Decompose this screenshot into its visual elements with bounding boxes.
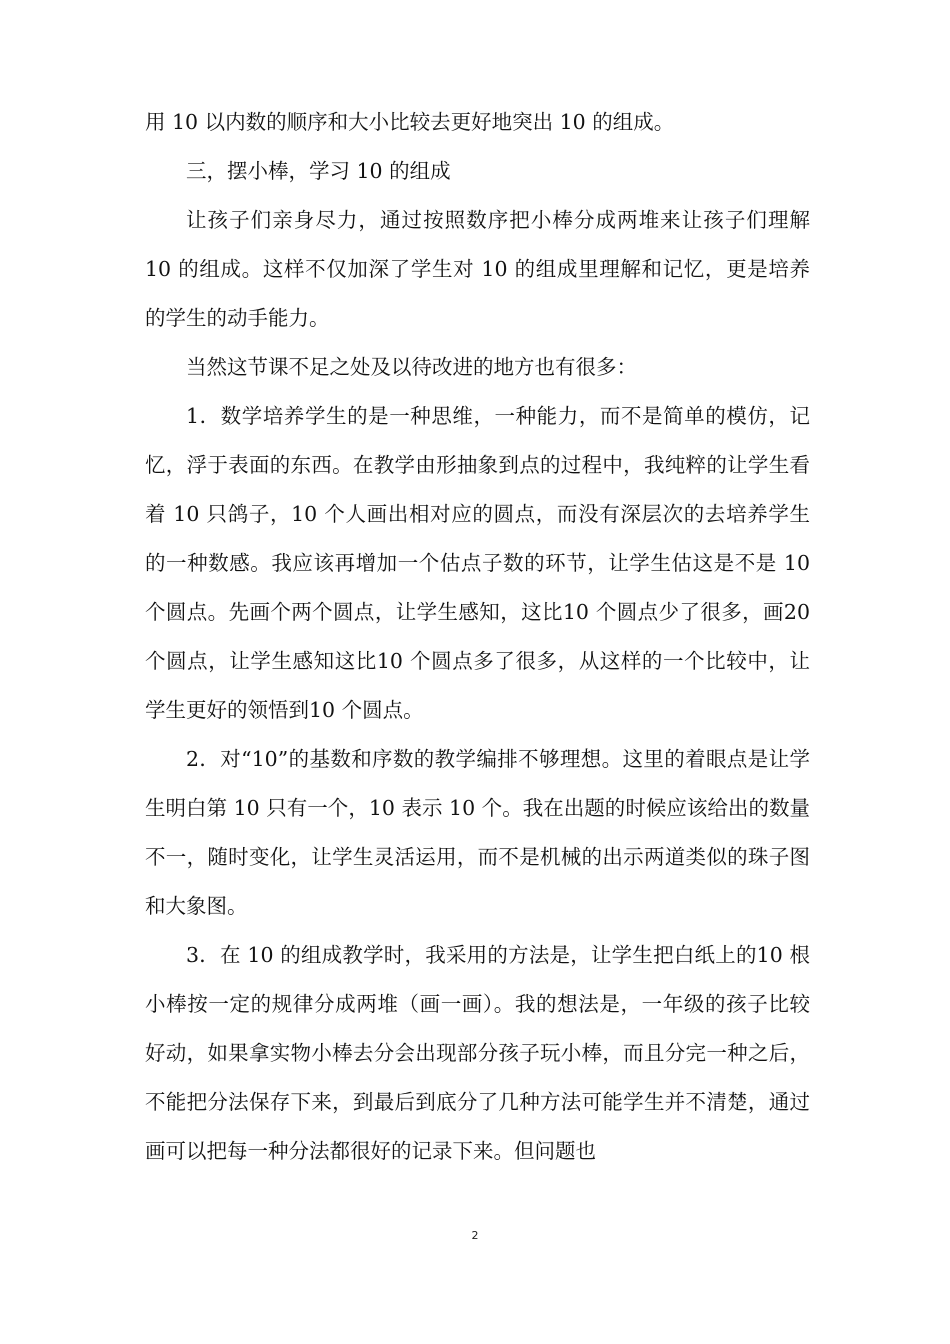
paragraph-continuation: 用 10 以内数的顺序和大小比较去更好地突出 10 的组成。 (145, 110, 675, 134)
section-heading: 三，摆小棒，学习 10 的组成 (186, 159, 451, 183)
paragraph-stick-activity: 让孩子们亲身尽力，通过按照数序把小棒分成两堆来让孩子们理解 10 的组成。这样不仅加深了学生对 10 的组成里理解和记忆，更是培养的学生的动手能力。 (145, 208, 810, 330)
paragraph-point-1: 1．数学培养学生的是一种思维，一种能力，而不是简单的模仿，记忆，浮于表面的东西。在教学由形抽象到点的过程中，我纯粹的让学生看着 10 只鸽子，10 个人画出相对应的圆点，而没有深层次的去培养学生的一种数感。我应该再增加一个估点子数的环节，让学生估这是不是 10 个圆点。先画个两个圆点，让学生感知，这比10 个圆点少了很多，画20 个圆点，让学生感知这比10 个圆点多了很多，从这样的一个比较中，让学生更好的领悟到10 个圆点。 (145, 404, 810, 722)
paragraph-shortcomings-intro: 当然这节课不足之处及以待改进的地方也有很多： (186, 355, 637, 379)
document-body (145, 98, 810, 1176)
paragraph-point-3: 3．在 10 的组成教学时，我采用的方法是，让学生把白纸上的10 根小棒按一定的规律分成两堆（画一画）。我的想法是，一年级的孩子比较好动，如果拿实物小棒去分会出现部分孩子玩小棒，而且分完一种之后，不能把分法保存下来，到最后到底分了几种方法可能学生并不清楚，通过画可以把每一种分法都很好的记录下来。但问题也 (145, 943, 810, 1163)
page-number: 2 (471, 1229, 479, 1242)
paragraph-point-2: 2．对“10”的基数和序数的教学编排不够理想。这里的着眼点是让学生明白第 10 只有一个，10 表示 10 个。我在出题的时候应该给出的数量不一，随时变化，让学生灵活运用，而不是机械的出示两道类似的珠子图和大象图。 (145, 747, 810, 918)
